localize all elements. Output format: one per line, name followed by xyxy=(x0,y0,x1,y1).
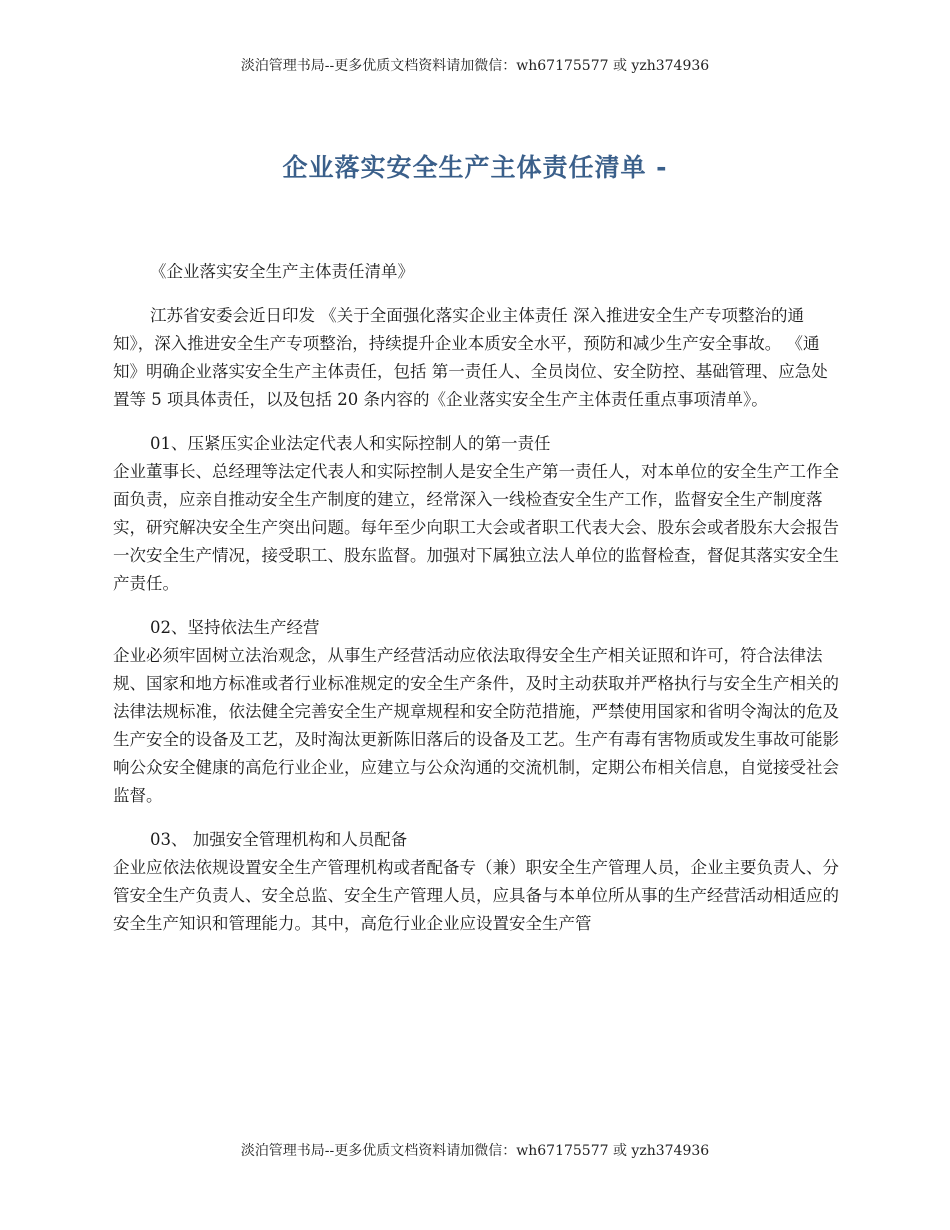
document-title: 企业落实安全生产主体责任清单 - xyxy=(282,153,668,182)
section-heading-03: 03、 加强安全管理机构和人员配备 xyxy=(150,830,408,849)
document-body xyxy=(113,258,843,938)
section-heading-02: 02、坚持依法生产经营 xyxy=(150,618,320,637)
intro-paragraph: 江苏省安委会近日印发 《关于全面强化落实企业主体责任 深入推进安全生产专项整治的通知》，深入推进安全生产专项整治，持续提升企业本质安全水平，预防和减少生产安全事故。 《通知》明确企业落实安全生产主体责任，包括 第一责任人、全员岗位、安全防控、基础管理、应急处置等 5 项具体责任，以及包括 20 条内容的《企业落实安全生产主体责任重点事项清单》。 xyxy=(113,306,828,409)
section-body-01: 企业董事长、总经理等法定代表人和实际控制人是安全生产第一责任人，对本单位的安全生产工作全面负责，应亲自推动安全生产制度的建立，经常深入一线检查安全生产工作，监督安全生产制度落实，研究解决安全生产突出问题。每年至少向职工大会或者职工代表大会、股东会或者股东大会报告一次安全生产情况，接受职工、股东监督。加强对下属独立法人单位的监督检查，督促其落实安全生产责任。 xyxy=(113,462,839,593)
section-heading-01: 01、压紧压实企业法定代表人和实际控制人的第一责任 xyxy=(150,434,551,453)
section-body-02: 企业必须牢固树立法治观念，从事生产经营活动应依法取得安全生产相关证照和许可，符合法律法规、国家和地方标准或者行业标准规定的安全生产条件，及时主动获取并严格执行与安全生产相关的法律法规标准，依法健全完善安全生产规章规程和安全防范措施，严禁使用国家和省明令淘汰的危及生产安全的设备及工艺，及时淘汰更新陈旧落后的设备及工艺。生产有毒有害物质或发生事故可能影响公众安全健康的高危行业企业，应建立与公众沟通的交流机制，定期公布相关信息，自觉接受社会监督。 xyxy=(113,646,839,805)
section-body-03: 企业应依法依规设置安全生产管理机构或者配备专（兼）职安全生产管理人员，企业主要负责人、分管安全生产负责人、安全总监、安全生产管理人员，应具备与本单位所从事的生产经营活动相适应的安全生产知识和管理能力。其中，高危行业企业应设置安全生产管 xyxy=(113,858,839,933)
document-subtitle: 《企业落实安全生产主体责任清单》 xyxy=(150,262,414,281)
page-footer: 淡泊管理书局--更多优质文档资料请加微信：wh67175577 或 yzh374936 xyxy=(240,1143,710,1159)
page-header: 淡泊管理书局--更多优质文档资料请加微信：wh67175577 或 yzh374936 xyxy=(240,58,710,74)
